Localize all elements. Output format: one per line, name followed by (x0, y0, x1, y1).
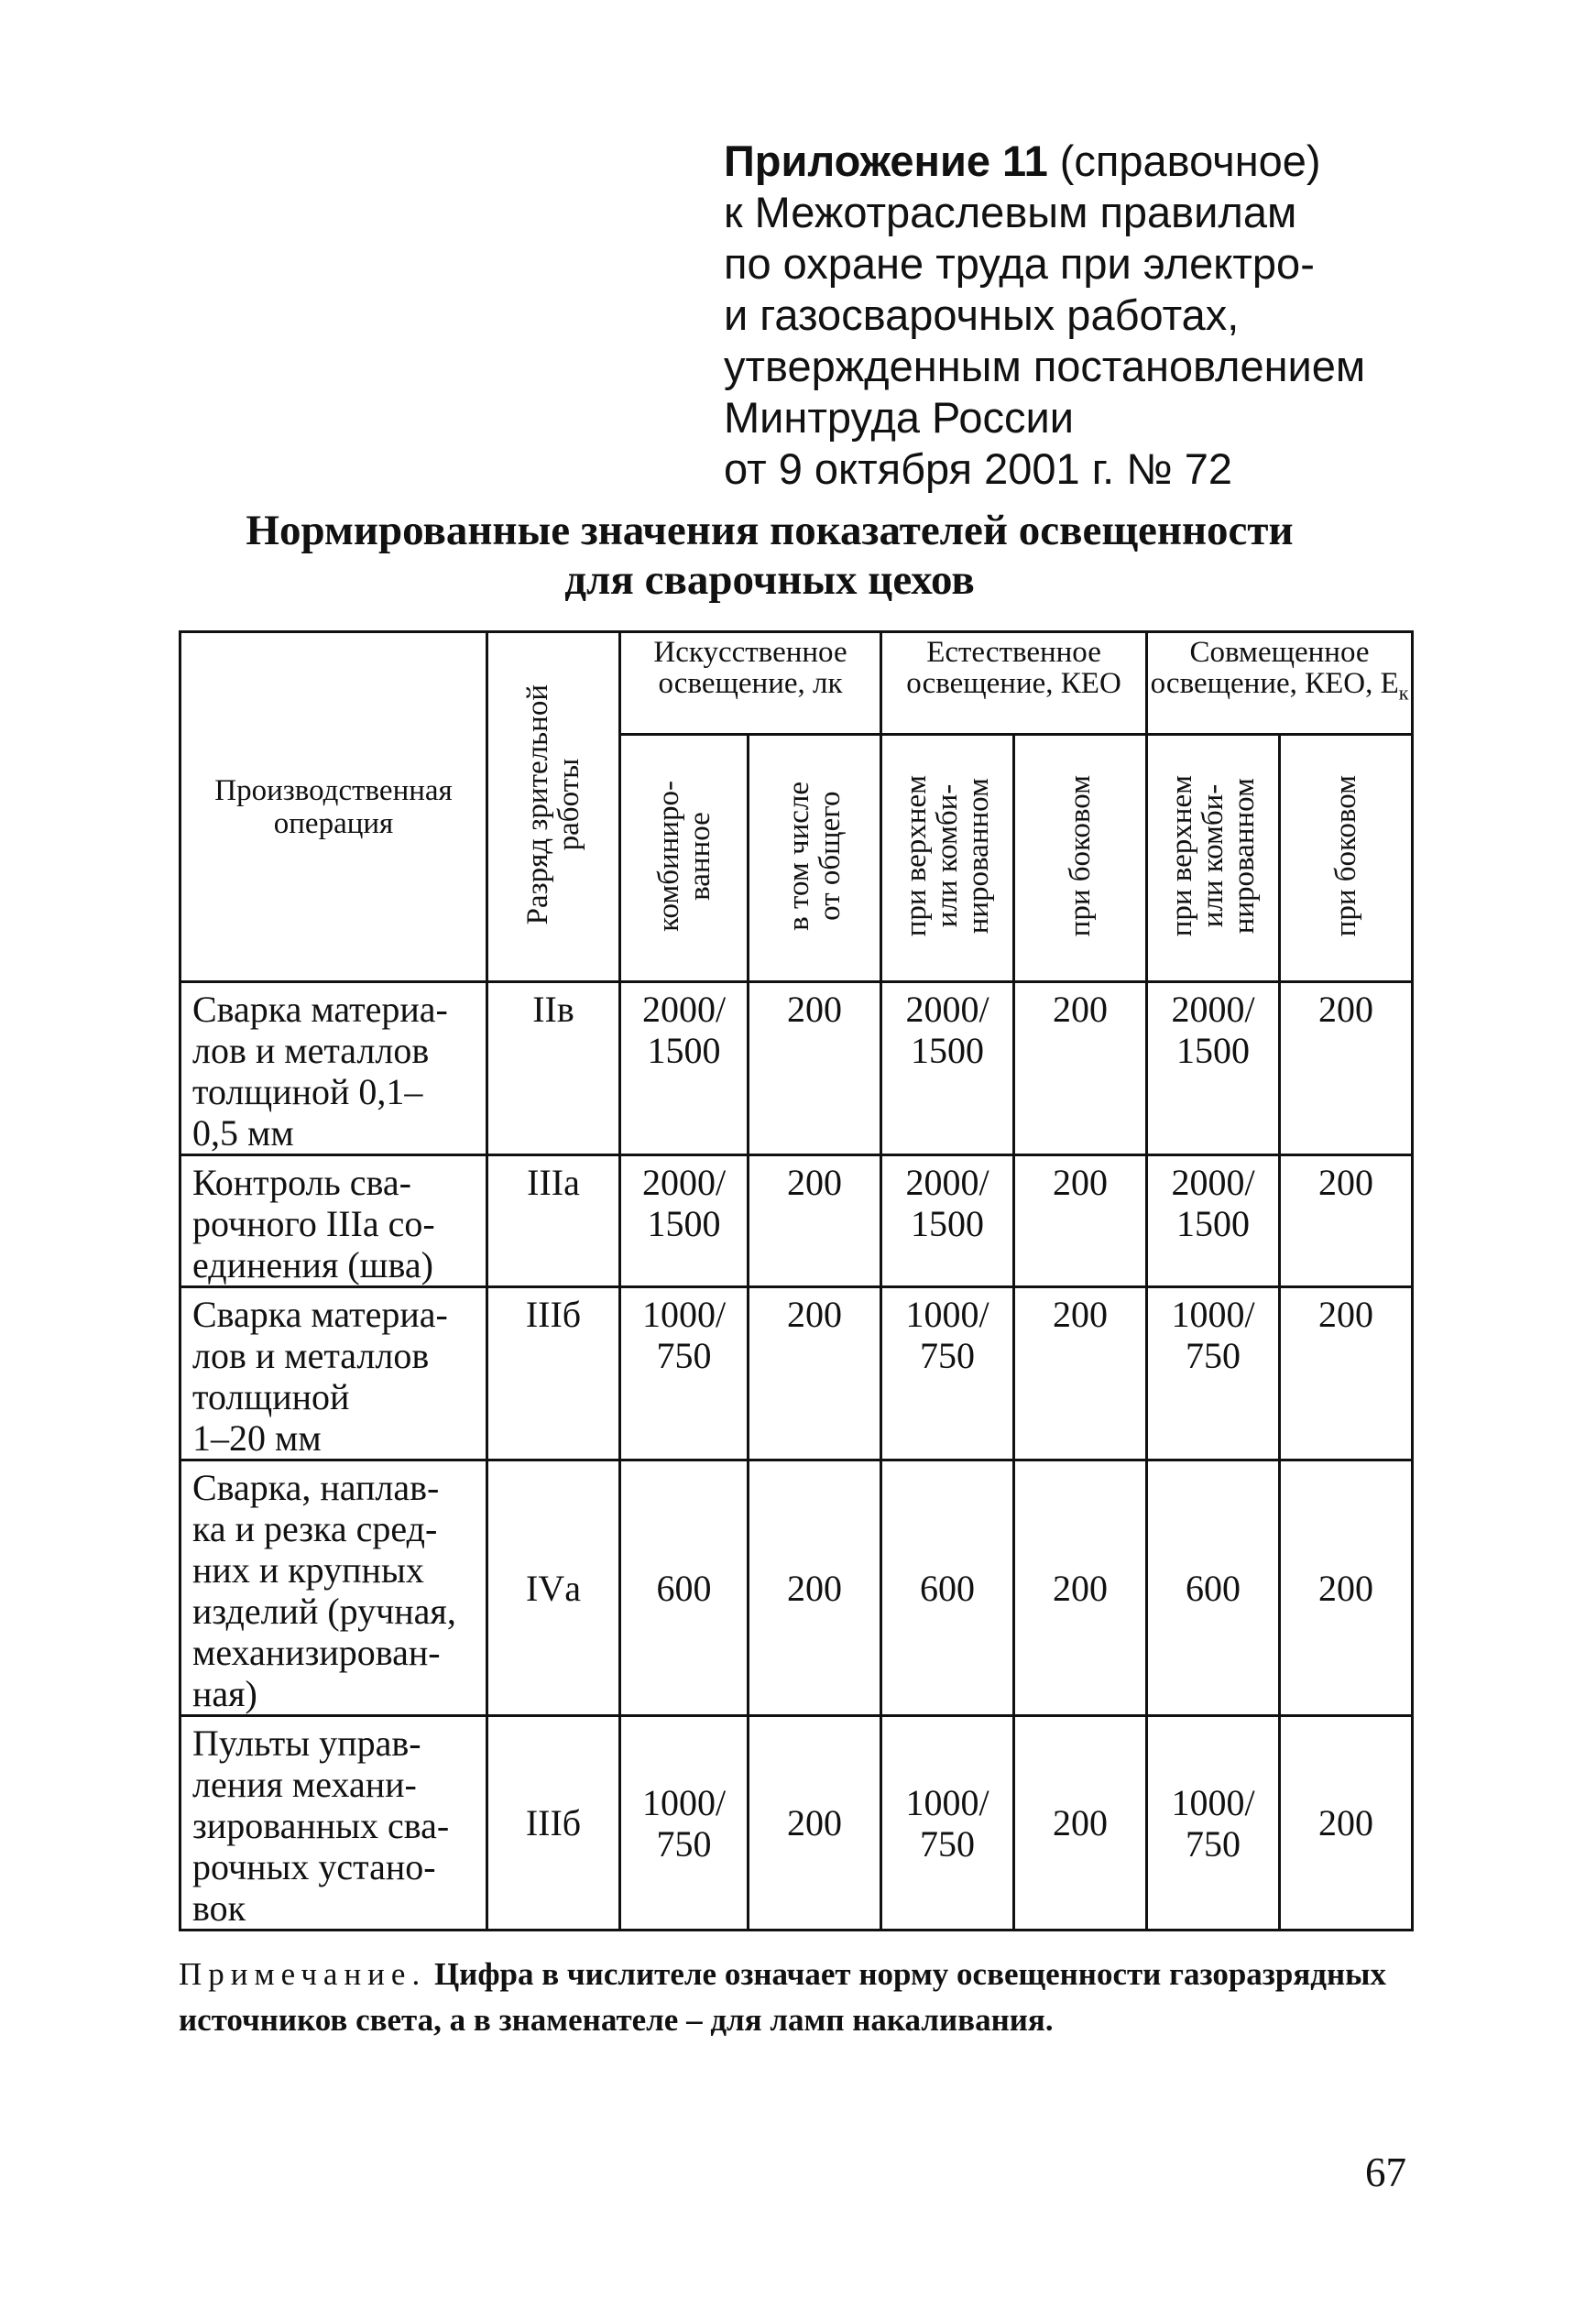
header-grade (487, 632, 620, 982)
row-grade: IIIа (487, 1155, 620, 1287)
table-row (180, 1287, 1413, 1460)
header-combined-top (1147, 735, 1280, 982)
row-value: 200 (749, 982, 881, 1155)
row-value: 2000/ 1500 (1147, 982, 1280, 1155)
appendix-heading-line (724, 136, 1420, 187)
row-value: 200 (1280, 1716, 1413, 1931)
row-grade: IVа (487, 1460, 620, 1716)
table-title-line-2: для сварочных цехов (564, 556, 975, 604)
row-value: 1000/ 750 (881, 1716, 1014, 1931)
row-operation: Пульты управ- ления механи- зированных сва- рочных устано- вок (180, 1716, 487, 1931)
appendix-line: к Межотраслевым правилам (724, 188, 1297, 236)
appendix-title: Приложение 11 (724, 137, 1048, 185)
appendix-line: по охране труда при электро- (724, 239, 1315, 288)
row-value: 600 (620, 1460, 749, 1716)
header-combined-artificial-text: комбиниро- ванное (651, 780, 716, 932)
row-value: 600 (1147, 1460, 1280, 1716)
row-value: 200 (1280, 1460, 1413, 1716)
header-combined-side-text: при боковом (1329, 774, 1363, 937)
appendix-qualifier: (справочное) (1047, 137, 1321, 185)
row-value: 600 (881, 1460, 1014, 1716)
table-row (180, 1460, 1413, 1716)
note-label: Примечание. (179, 1956, 427, 1992)
row-value: 200 (1280, 1287, 1413, 1460)
table-title-line-1: Нормированные значения показателей освещенности (246, 507, 1294, 554)
row-value: 200 (1280, 982, 1413, 1155)
row-value: 1000/ 750 (1147, 1287, 1280, 1460)
row-value: 2000/ 1500 (1147, 1155, 1280, 1287)
note-text: Цифра в числителе означает норму освещенности газоразрядных источников света, а в знаменателе – для ламп накаливания. (179, 1956, 1386, 2038)
appendix-line: Минтруда России (724, 393, 1074, 442)
header-natural: Естественное освещение, КЕО (881, 632, 1147, 735)
row-value: 1000/ 750 (620, 1716, 749, 1931)
row-value: 2000/ 1500 (881, 1155, 1014, 1287)
header-grade-text: Разряд зрительной работы (521, 684, 585, 925)
row-value: 200 (1280, 1155, 1413, 1287)
row-value: 200 (1014, 1460, 1147, 1716)
row-value: 200 (749, 1460, 881, 1716)
row-value: 200 (1014, 982, 1147, 1155)
row-value: 200 (749, 1287, 881, 1460)
row-value: 200 (1014, 1287, 1147, 1460)
table-row (180, 1155, 1413, 1287)
header-combined-top-text: при верхнем или комби- нированном (1165, 774, 1262, 937)
row-grade: IIв (487, 982, 620, 1155)
header-artificial: Искусственное освещение, лк (620, 632, 881, 735)
header-natural-side-text: при боковом (1064, 774, 1098, 937)
header-of-general-text: в том числе от общего (782, 781, 847, 931)
table-row (180, 1716, 1413, 1931)
row-operation: Сварка, наплав- ка и резка сред- них и крупных изделий (ручная, механизирован- ная) (180, 1460, 487, 1716)
header-combined (1147, 632, 1413, 735)
row-value: 1000/ 750 (881, 1287, 1014, 1460)
table-row (180, 982, 1413, 1155)
illumination-table (179, 630, 1414, 1931)
row-operation: Контроль сва- рочного IIIа со- единения (шва) (180, 1155, 487, 1287)
row-value: 1000/ 750 (620, 1287, 749, 1460)
row-value: 2000/ 1500 (620, 982, 749, 1155)
header-natural-side (1014, 735, 1147, 982)
row-grade: IIIб (487, 1716, 620, 1931)
appendix-line: и газосварочных работах, (724, 290, 1240, 339)
header-combined-text: Совмещенное освещение, КЕО, Е (1150, 636, 1399, 700)
page-number: 67 (1365, 2149, 1406, 2195)
header-combined-artificial (620, 735, 749, 982)
header-operation: Производственная операция (180, 632, 487, 982)
row-value: 200 (1014, 1155, 1147, 1287)
header-combined-side (1280, 735, 1413, 982)
row-operation: Сварка материа- лов и металлов толщиной 1–20 мм (180, 1287, 487, 1460)
row-value: 2000/ 1500 (620, 1155, 749, 1287)
row-grade: IIIб (487, 1287, 620, 1460)
row-value: 200 (749, 1155, 881, 1287)
table-title (174, 506, 1365, 605)
row-value: 1000/ 750 (1147, 1716, 1280, 1931)
appendix-line: от 9 октября 2001 г. № 72 (724, 444, 1233, 493)
appendix-header (724, 136, 1420, 495)
row-value: 200 (1014, 1716, 1147, 1931)
row-value: 2000/ 1500 (881, 982, 1014, 1155)
header-row-1 (180, 632, 1413, 735)
row-operation: Сварка материа- лов и металлов толщиной 0,1– 0,5 мм (180, 982, 487, 1155)
header-natural-top (881, 735, 1014, 982)
header-of-general (749, 735, 881, 982)
appendix-line: утвержденным постановлением (724, 342, 1366, 390)
header-combined-subscript: к (1398, 681, 1409, 705)
table-note (179, 1952, 1416, 2043)
header-natural-top-text: при верхнем или комби- нированном (900, 774, 996, 937)
row-value: 200 (749, 1716, 881, 1931)
